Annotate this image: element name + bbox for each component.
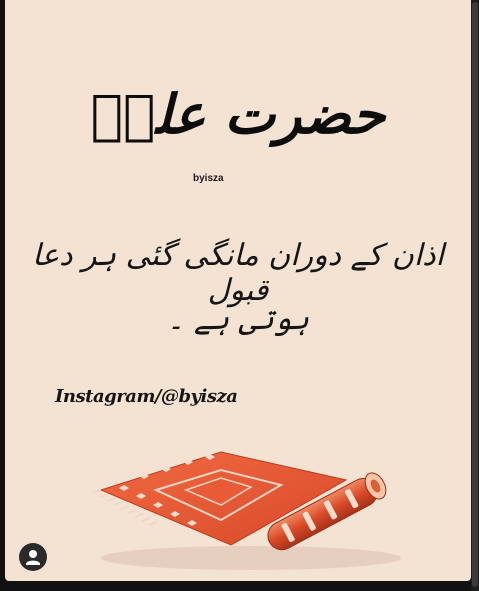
account-button[interactable] <box>19 543 47 571</box>
prayer-mat-icon <box>81 430 401 580</box>
author-tag: byisza <box>193 173 224 184</box>
quote-line-2: ہوتی ہے ۔ <box>166 302 310 337</box>
mat-shadow <box>101 546 401 570</box>
post-image <box>5 0 471 581</box>
prayer-mat-illustration <box>81 430 401 580</box>
quote-line-1: اذان کے دوران مانگی گئی ہر دعا قبول <box>32 238 444 308</box>
page-title: حضرت علیؓ <box>90 82 386 146</box>
user-icon <box>19 543 47 571</box>
scrollbar-thumb[interactable] <box>472 2 478 587</box>
instagram-handle: Instagram/@byisza <box>55 386 238 407</box>
